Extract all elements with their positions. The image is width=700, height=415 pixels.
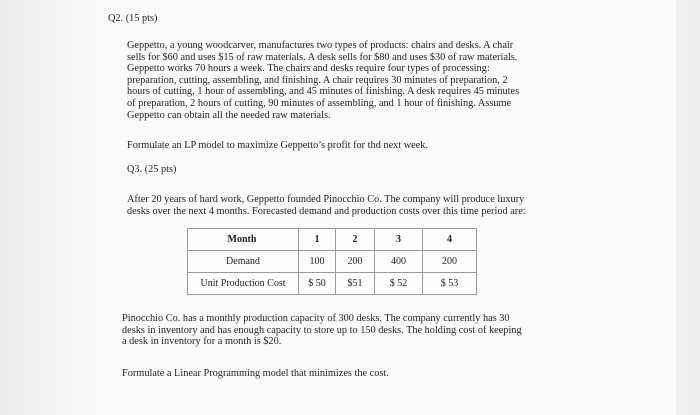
q2-line: Geppetto, a young woodcarver, manufactures two types of products: chairs and desks. A chair xyxy=(127,40,514,51)
q3-closing-line: a desk in inventory for a month is $20. xyxy=(122,336,282,348)
table-row-label: Unit Production Cost xyxy=(188,273,299,295)
q2-line: hours of cutting, 1 hour of assembling, and 45 minutes of finishing. A desk requires 45 minutes xyxy=(127,86,520,98)
q3-intro-line: After 20 years of hard work, Geppetto founded Pinocchio Co. The company will produce luxury xyxy=(127,194,525,205)
table-cell: 200 xyxy=(336,251,375,273)
q2-paragraph xyxy=(127,40,572,121)
q3-closing xyxy=(122,313,522,348)
table-cell: $ 50 xyxy=(299,273,336,295)
q2-line: Geppetto works 70 hours a week. The chairs and desks require four types of processing: xyxy=(127,63,490,75)
table-header-cell: 3 xyxy=(375,229,423,251)
table-header-row xyxy=(188,229,477,251)
table-cell: 400 xyxy=(375,251,423,273)
table-cell: $ 53 xyxy=(423,273,477,295)
table-cell: $ 52 xyxy=(375,273,423,295)
table-header-cell: 4 xyxy=(423,229,477,251)
table-cell: 100 xyxy=(299,251,336,273)
demand-cost-table xyxy=(187,228,477,295)
q2-task: Formulate an LP model to maximize Geppetto’s profit for thd next week. xyxy=(127,140,429,151)
q3-intro-line: desks over the next 4 months. Forecasted demand and production costs over this time period are: xyxy=(127,205,526,217)
table-row xyxy=(188,273,477,295)
table-cell: $51 xyxy=(336,273,375,295)
table-cell: 200 xyxy=(423,251,477,273)
q3-heading: Q3. (25 pts) xyxy=(127,164,177,175)
q3-closing-line: Pinocchio Co. has a monthly production capacity of 300 desks. The company currently has 30 xyxy=(122,313,510,324)
q2-line: Geppetto can obtain all the needed raw materials. xyxy=(127,109,331,121)
q3-intro xyxy=(127,194,526,217)
q2-line: preparation, cutting, assembling, and finishing. A chair requires 30 minutes of preparation, 2 xyxy=(127,74,508,86)
table-header-cell: 2 xyxy=(336,229,375,251)
table-header-cell: Month xyxy=(188,229,299,251)
q2-heading: Q2. (15 pts) xyxy=(108,13,158,24)
q3-task: Formulate a Linear Programming model that minimizes the cost. xyxy=(122,368,389,379)
q2-line: sells for $60 and uses $15 of raw materials. A desk sells for $80 and uses $30 of raw materials. xyxy=(127,51,518,63)
table-row xyxy=(188,251,477,273)
table-header-cell: 1 xyxy=(299,229,336,251)
q3-closing-line: desks in inventory and has enough capacity to store up to 150 desks. The holding cost of keeping xyxy=(122,324,522,336)
q2-line: of preparation, 2 hours of cutting, 90 minutes of assembling, and 1 hour of finishing. Assume xyxy=(127,97,512,109)
table-row-label: Demand xyxy=(188,251,299,273)
